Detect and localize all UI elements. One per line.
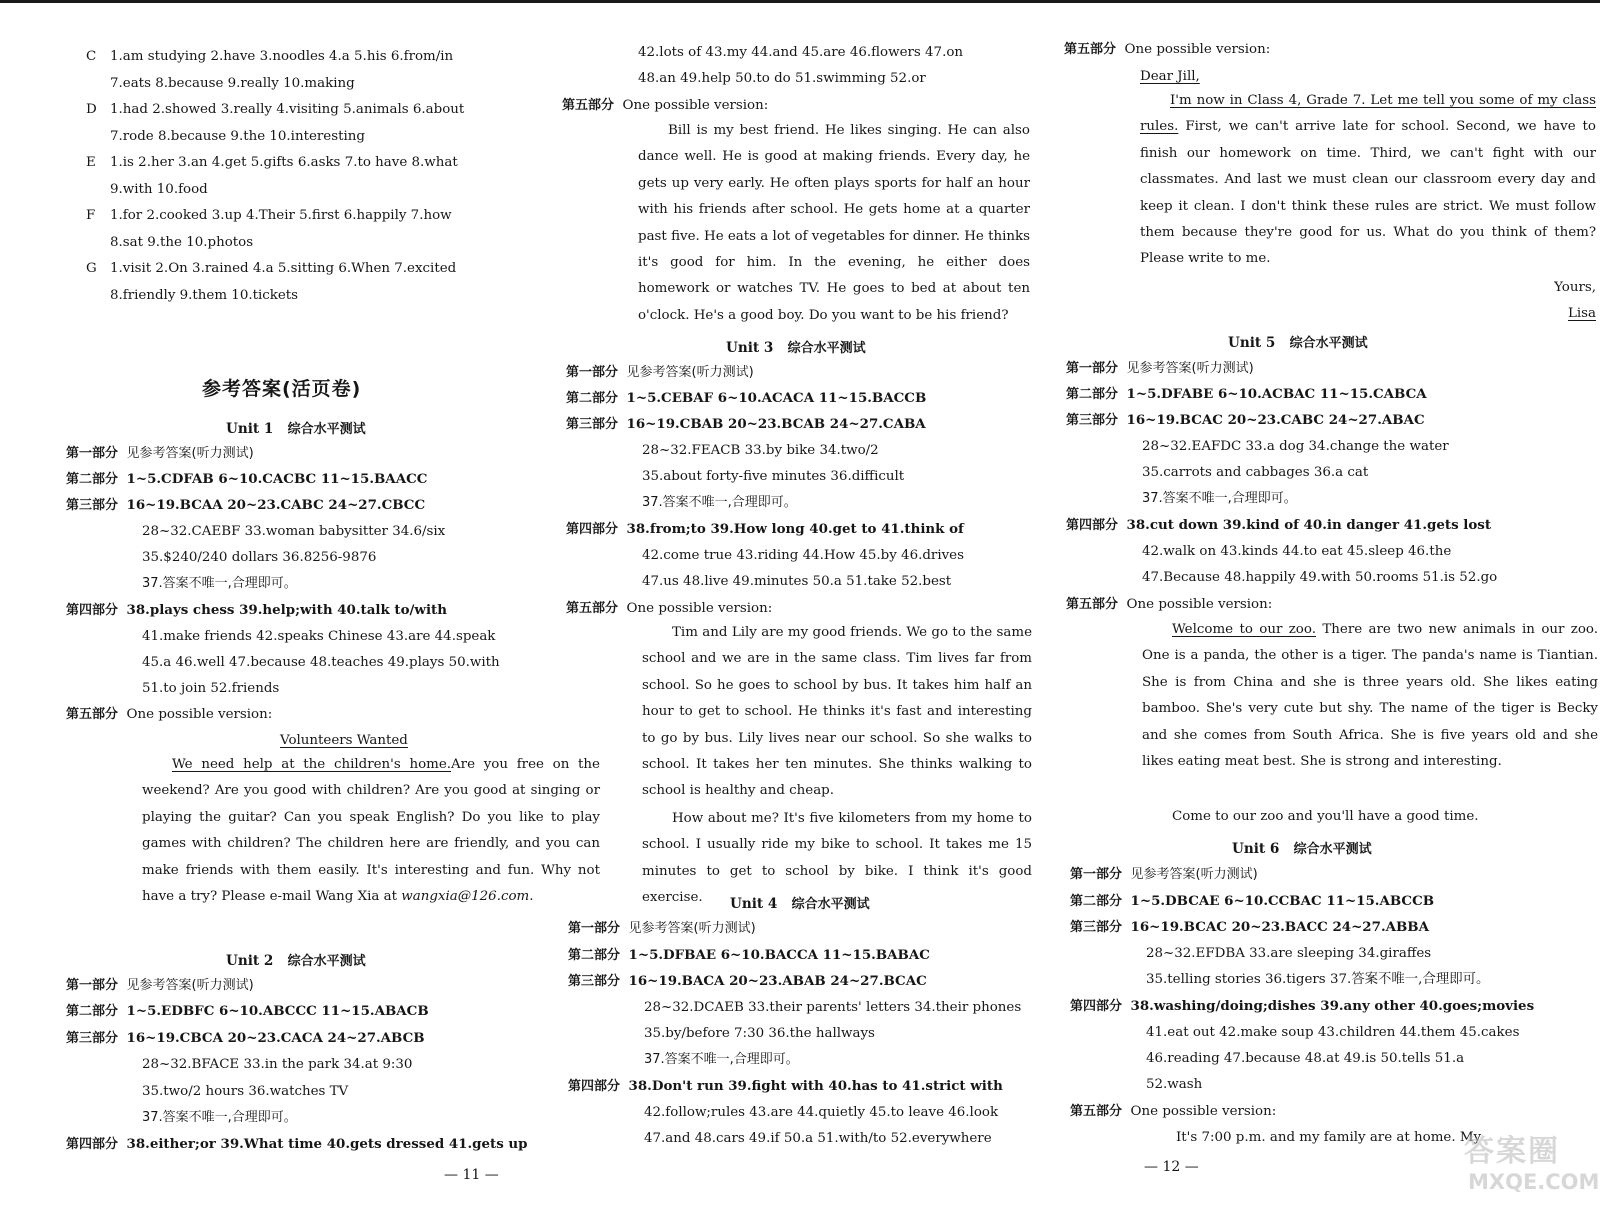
unit4-title: Unit 4 综合水平测试 <box>730 896 870 912</box>
unit3-part5: 第五部分 One possible version: <box>566 601 773 616</box>
unit1-title: Unit 1 综合水平测试 <box>226 421 366 437</box>
unit3-part3-line3: 35.about forty-five minutes 36.difficult <box>642 469 905 484</box>
unit3-part4: 第四部分 38.from;to 39.How long 40.get to 41.think of <box>566 521 964 537</box>
unit5-part2: 第二部分 1~5.DFABE 6~10.ACBAC 11~15.CABCA <box>1066 386 1427 402</box>
unit5-part3-line4: 37.答案不唯一,合理即可。 <box>1142 491 1297 506</box>
unit5-part3-line3: 35.carrots and cabbages 36.a cat <box>1142 465 1369 480</box>
unit2-part2: 第二部分 1~5.EDBFC 6~10.ABCCC 11~15.ABACB <box>66 1003 429 1019</box>
unit6-part4-line4: 52.wash <box>1146 1077 1203 1092</box>
unit6-part4-line2: 41.eat out 42.make soup 43.children 44.them 45.cakes <box>1146 1025 1520 1040</box>
unit6-part2: 第二部分 1~5.DBCAE 6~10.CCBAC 11~15.ABCCB <box>1070 893 1435 909</box>
top-border <box>0 0 1600 3</box>
unit5-essay-end: Come to our zoo and you'll have a good time. <box>1172 809 1479 824</box>
section-letter-f: F <box>86 208 96 223</box>
unit5-part1: 第一部分 见参考答案(听力测试) <box>1066 361 1254 376</box>
section-c-line2: 7.eats 8.because 9.really 10.making <box>110 76 355 91</box>
unit1-part3: 第三部分 16~19.BCAA 20~23.CABC 24~27.CBCC <box>66 497 426 513</box>
unit4-part1: 第一部分 见参考答案(听力测试) <box>568 921 756 936</box>
watermark-logo <box>1458 1118 1598 1206</box>
unit1-part2: 第二部分 1~5.CDFAB 6~10.CACBC 11~15.BAACC <box>66 471 428 487</box>
unit3-part3-line2: 28~32.FEACB 33.by bike 34.two/2 <box>642 443 879 458</box>
unit2-part5: 第五部分 One possible version: <box>562 98 769 113</box>
unit2-part4-line2: 42.lots of 43.my 44.and 45.are 46.flowers 47.on <box>638 45 964 60</box>
section-c-line1: 1.am studying 2.have 3.noodles 4.a 5.his 6.from/in <box>110 49 454 64</box>
unit6-part5: 第五部分 One possible version: <box>1070 1104 1277 1119</box>
unit2-part3-line3: 35.two/2 hours 36.watches TV <box>142 1084 349 1099</box>
unit1-part4: 第四部分 38.plays chess 39.help;with 40.talk to/with <box>66 602 447 618</box>
unit2-part3-line4: 37.答案不唯一,合理即可。 <box>142 1110 297 1125</box>
unit1-part5: 第五部分 One possible version: <box>66 707 273 722</box>
unit4-part3-line4: 37.答案不唯一,合理即可。 <box>644 1052 799 1067</box>
section-e-line2: 9.with 10.food <box>110 182 208 197</box>
unit1-part1: 第一部分 见参考答案(听力测试) <box>66 446 254 461</box>
unit2-essay: Bill is my best friend. He likes singing. He can also dance well. He is good at making friends. Every day, he gets up very early. He often plays sports for half an hour with his friends after school. He gets home at a quarter past five. He eats a lot of vegetables for dinner. He thinks it's good for him. In the evening, he either does homework or watches TV. He goes to bed at about ten o'clock. He's a good boy. Do you want to be his friend? <box>638 123 1030 323</box>
unit5-part3-line2: 28~32.EAFDC 33.a dog 34.change the water <box>1142 439 1449 454</box>
unit5-part3: 第三部分 16~19.BCAC 20~23.CABC 24~27.ABAC <box>1066 412 1425 428</box>
section-g-line1: 1.visit 2.On 3.rained 4.a 5.sitting 6.When 7.excited <box>110 261 457 276</box>
unit2-part3: 第三部分 16~19.CBCA 20~23.CACA 24~27.ABCB <box>66 1030 425 1046</box>
section-letter-e: E <box>86 155 96 170</box>
unit2-part3-line2: 28~32.BFACE 33.in the park 34.at 9:30 <box>142 1057 413 1072</box>
section-d-line1: 1.had 2.showed 3.really 4.visiting 5.animals 6.about <box>110 102 465 117</box>
watermark-logo-cn: 答案圈 <box>1464 1134 1560 1169</box>
unit1-essay-title: Volunteers Wanted <box>280 733 408 748</box>
unit5-title: Unit 5 综合水平测试 <box>1228 335 1368 351</box>
section-d-line2: 7.rode 8.because 9.the 10.interesting <box>110 129 365 144</box>
section-letter-c: C <box>86 49 97 64</box>
section-g-line2: 8.friendly 9.them 10.tickets <box>110 288 299 303</box>
unit3-essay-para2: How about me? It's five kilometers from my home to school. I usually ride my bike to school. It takes me 15 minutes to get to school by bike. I think it's good exercise. <box>642 811 1032 906</box>
unit2-title: Unit 2 综合水平测试 <box>226 953 366 969</box>
unit5-part4: 第四部分 38.cut down 39.kind of 40.in danger 41.gets lost <box>1066 517 1492 533</box>
unit6-part4-line3: 46.reading 47.because 48.at 49.is 50.tells 51.a <box>1146 1051 1465 1066</box>
unit3-part4-line3: 47.us 48.live 49.minutes 50.a 51.take 52.best <box>642 574 952 589</box>
letter-signature: Lisa <box>1567 306 1596 321</box>
unit1-part4-line2: 41.make friends 42.speaks Chinese 43.are 44.speak <box>142 629 496 644</box>
unit1-part3-line2: 28~32.CAEBF 33.woman babysitter 34.6/six <box>142 524 446 539</box>
letter-closing: Yours, <box>1554 280 1596 295</box>
unit2-part4: 第四部分 38.either;or 39.What time 40.gets dressed 41.gets up <box>66 1136 528 1152</box>
unit2-part4-line3: 48.an 49.help 50.to do 51.swimming 52.or <box>638 71 926 86</box>
watermark-logo-url: MXQE.COM <box>1468 1170 1600 1194</box>
unit4-letter: I'm now in Class 4, Grade 7. Let me tell you some of my class rules. First, we can't arrive late for school. Second, we have to finish our homework on time. Third, we can't fight with our classmates. And last we must clean our classroom every day and keep it clean. I don't think these rules are strict. We must follow them because they're good for us. What do you think of them? Please write to me. <box>1140 93 1596 267</box>
unit4-part3: 第三部分 16~19.BACA 20~23.ABAB 24~27.BCAC <box>568 973 927 989</box>
unit1-essay: We need help at the children's home.Are you free on the weekend? Are you good with children? Are you good at singing or playing the guitar? Can you speak English? Do you like to play games with children? The children here are friendly, and you can make friends with them easily. It's interesting and fun. Why not have a try? Please e-mail Wang Xia at wangxia@126.com. <box>142 757 600 905</box>
unit1-part4-line3: 45.a 46.well 47.because 48.teaches 49.plays 50.with <box>142 655 500 670</box>
unit4-part4-line2: 42.follow;rules 43.are 44.quietly 45.to leave 46.look <box>644 1105 999 1120</box>
page-number-12: — 12 — <box>1144 1159 1199 1175</box>
section-letter-d: D <box>86 102 97 117</box>
unit3-part4-line2: 42.come true 43.riding 44.How 45.by 46.drives <box>642 548 964 563</box>
section-e-line1: 1.is 2.her 3.an 4.get 5.gifts 6.asks 7.to have 8.what <box>110 155 458 170</box>
unit6-title: Unit 6 综合水平测试 <box>1232 841 1372 857</box>
unit2-part1: 第一部分 见参考答案(听力测试) <box>66 978 254 993</box>
page-number-11: — 11 — <box>444 1167 499 1183</box>
unit5-part4-line3: 47.Because 48.happily 49.with 50.rooms 51.is 52.go <box>1142 570 1498 585</box>
section-f-line2: 8.sat 9.the 10.photos <box>110 235 254 250</box>
unit6-part3-line3: 35.telling stories 36.tigers 37.答案不唯一,合理即可。 <box>1146 972 1490 987</box>
section-f-line1: 1.for 2.cooked 3.up 4.Their 5.first 6.happily 7.how <box>110 208 452 223</box>
unit1-part4-line4: 51.to join 52.friends <box>142 681 280 696</box>
unit3-title: Unit 3 综合水平测试 <box>726 340 866 356</box>
unit3-essay-para1: Tim and Lily are my good friends. We go to the same school and we are in the same class. Tim lives far from school. So he goes to school by bus. It takes him half an hour to get to school. He thinks it's fast and interesting to go by bus. Lily lives near our school. So she walks to school. It takes her ten minutes. She thinks walking to school is healthy and cheap. <box>642 625 1032 799</box>
unit6-part3-line2: 28~32.EFDBA 33.are sleeping 34.giraffes <box>1146 946 1432 961</box>
unit5-essay: Welcome to our zoo. There are two new animals in our zoo. One is a panda, the other is a tiger. The panda's name is Tiantian. She is from China and she is three years old. She likes eating bamboo. She's very cute but shy. The name of the tiger is Becky and she comes from South Africa. She is five years old and she likes eating meat best. She is strong and interesting. <box>1142 622 1598 770</box>
unit3-part2: 第二部分 1~5.CEBAF 6~10.ACACA 11~15.BACCB <box>566 390 927 406</box>
unit4-part3-line3: 35.by/before 7:30 36.the hallways <box>644 1026 875 1041</box>
unit1-part3-line3: 35.$240/240 dollars 36.8256-9876 <box>142 550 377 565</box>
unit1-part3-line4: 37.答案不唯一,合理即可。 <box>142 576 297 591</box>
letter-greeting: Dear Jill, <box>1140 69 1200 84</box>
unit3-part3: 第三部分 16~19.CBAB 20~23.BCAB 24~27.CABA <box>566 416 926 432</box>
unit4-part5: 第五部分 One possible version: <box>1064 42 1271 57</box>
section-letter-g: G <box>86 261 97 276</box>
unit4-part2: 第二部分 1~5.DFBAE 6~10.BACCA 11~15.BABAC <box>568 947 930 963</box>
unit4-part4-line3: 47.and 48.cars 49.if 50.a 51.with/to 52.everywhere <box>644 1131 992 1146</box>
unit5-part5: 第五部分 One possible version: <box>1066 597 1273 612</box>
unit3-part3-line4: 37.答案不唯一,合理即可。 <box>642 495 797 510</box>
unit4-part3-line2: 28~32.DCAEB 33.their parents' letters 34.their phones <box>644 1000 1022 1015</box>
unit6-part1: 第一部分 见参考答案(听力测试) <box>1070 867 1258 882</box>
unit5-part4-line2: 42.walk on 43.kinds 44.to eat 45.sleep 46.the <box>1142 544 1452 559</box>
unit6-essay-start: It's 7:00 p.m. and my family are at home. My <box>1176 1130 1482 1145</box>
unit3-part1: 第一部分 见参考答案(听力测试) <box>566 365 754 380</box>
unit6-part4: 第四部分 38.washing/doing;dishes 39.any other 40.goes;movies <box>1070 998 1535 1014</box>
unit4-part4: 第四部分 38.Don't run 39.fight with 40.has to 41.strict with <box>568 1078 1003 1094</box>
unit6-part3: 第三部分 16~19.BCAC 20~23.BACC 24~27.ABBA <box>1070 919 1430 935</box>
answer-key-title: 参考答案(活页卷) <box>202 378 362 400</box>
